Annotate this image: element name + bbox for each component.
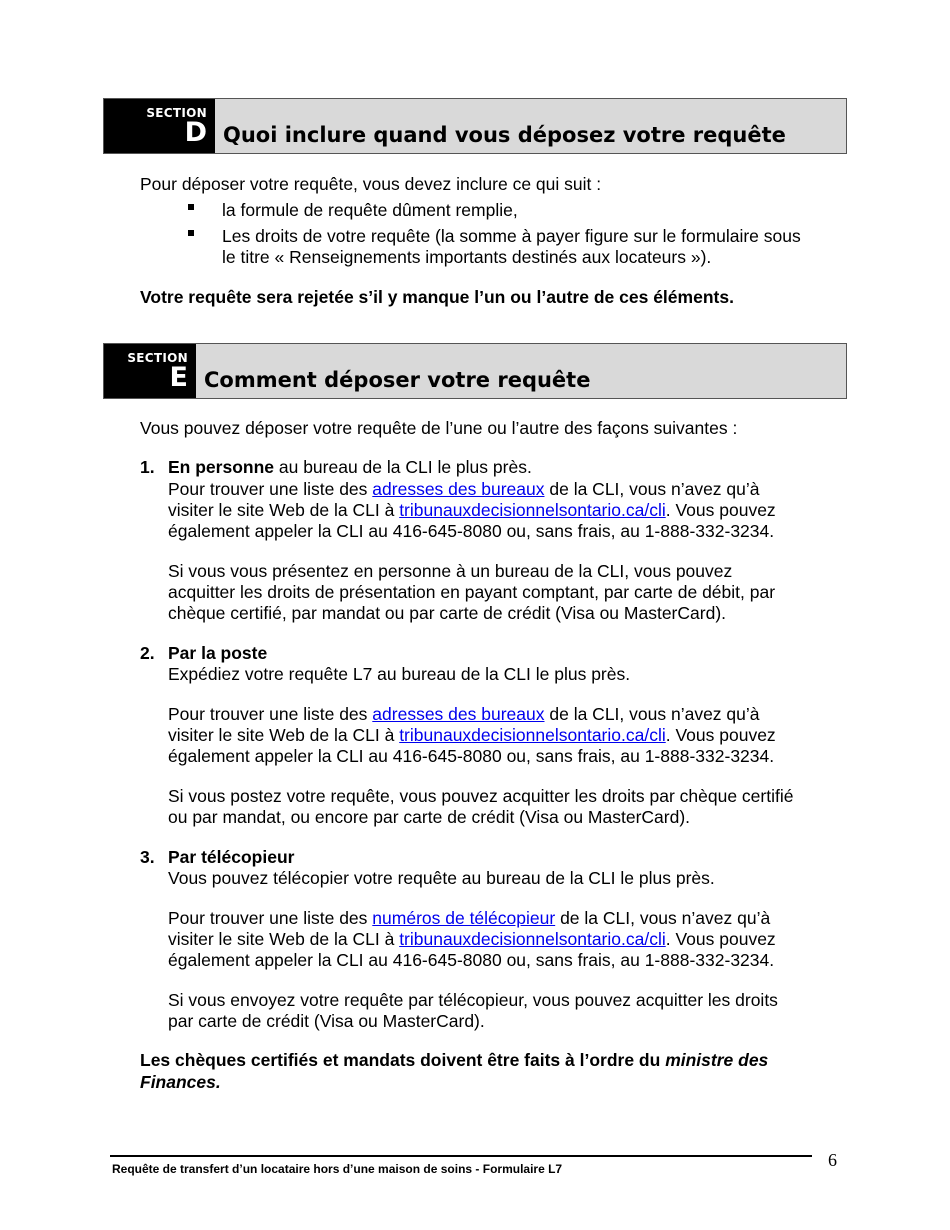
item-3-phone-line: également appeler la CLI au 416-645-8080 ou, sans frais, au 1-888-332-3234.	[168, 950, 775, 970]
footer-rule	[110, 1155, 812, 1157]
item-1-visit-line	[168, 500, 776, 521]
section-e-title: Comment déposer votre requête	[204, 368, 591, 392]
page-number: 6	[828, 1150, 837, 1170]
item-3-visit-line	[168, 929, 776, 950]
item-2-desc: Expédiez votre requête L7 au bureau de la CLI le plus près.	[168, 664, 631, 684]
item-2-number: 2.	[140, 643, 155, 663]
bullet-2-line-2: le titre « Renseignements importants destinés aux locateurs »).	[222, 247, 712, 267]
closing-italic-2: Finances.	[140, 1072, 221, 1092]
item-1-payment-line-2: acquitter les droits de présentation en payant comptant, par carte de débit, par	[168, 582, 776, 602]
item-2-visit-prefix: visiter le site Web de la CLI à	[168, 725, 395, 745]
item-2-find-line	[168, 704, 760, 725]
item-2-offices-link[interactable]: adresses des bureaux	[372, 704, 545, 724]
bullet-marker-1	[188, 204, 194, 210]
item-1-heading-rest: au bureau de la CLI le plus près.	[274, 457, 532, 477]
section-d-word: SECTION	[146, 106, 207, 120]
section-e-letter: E	[169, 362, 188, 393]
item-3-find-prefix: Pour trouver une liste des	[168, 908, 368, 928]
item-2-website-link[interactable]: tribunauxdecisionnelsontario.ca/cli	[399, 725, 666, 745]
section-d-header	[103, 98, 847, 154]
item-3-number: 3.	[140, 847, 155, 867]
bullet-marker-2	[188, 230, 194, 236]
item-3-visit-suffix: . Vous pouvez	[665, 929, 776, 949]
section-e-word: SECTION	[127, 351, 188, 365]
item-1-visit-prefix: visiter le site Web de la CLI à	[168, 500, 395, 520]
item-1-number: 1.	[140, 457, 155, 477]
footer-form-title: Requête de transfert d’un locataire hors d’une maison de soins - Formulaire L7	[112, 1162, 563, 1176]
section-e-intro: Vous pouvez déposer votre requête de l’une ou l’autre des façons suivantes :	[140, 418, 738, 438]
item-1-find-prefix: Pour trouver une liste des	[168, 479, 368, 499]
item-3-visit-prefix: visiter le site Web de la CLI à	[168, 929, 395, 949]
bullet-2-line-1: Les droits de votre requête (la somme à payer figure sur le formulaire sous	[222, 226, 801, 246]
item-1-payment-line-1: Si vous vous présentez en personne à un bureau de la CLI, vous pouvez	[168, 561, 733, 581]
item-1-find-suffix: de la CLI, vous n’avez qu’à	[549, 479, 760, 499]
closing-line-1	[140, 1050, 768, 1071]
section-d-tab	[104, 99, 215, 153]
item-2-visit-suffix: . Vous pouvez	[665, 725, 776, 745]
item-1-heading: En personne	[168, 457, 274, 477]
item-2-phone-line: également appeler la CLI au 416-645-8080 ou, sans frais, au 1-888-332-3234.	[168, 746, 775, 766]
item-1-website-link[interactable]: tribunauxdecisionnelsontario.ca/cli	[399, 500, 666, 520]
item-2-payment-line-2: ou par mandat, ou encore par carte de crédit (Visa ou MasterCard).	[168, 807, 691, 827]
item-2-payment-line-1: Si vous postez votre requête, vous pouvez acquitter les droits par chèque certifié	[168, 786, 794, 806]
closing-italic-1: ministre des	[665, 1050, 769, 1070]
section-d-intro: Pour déposer votre requête, vous devez inclure ce qui suit :	[140, 174, 602, 194]
item-3-payment-line-2: par carte de crédit (Visa ou MasterCard).	[168, 1011, 485, 1031]
closing-line-2	[140, 1072, 221, 1093]
item-1-payment-line-3: chèque certifié, par mandat ou par carte de crédit (Visa ou MasterCard).	[168, 603, 727, 623]
item-1-visit-suffix: . Vous pouvez	[665, 500, 776, 520]
item-1-heading-line	[168, 457, 532, 478]
section-d-letter: D	[184, 117, 207, 148]
item-1-find-line	[168, 479, 760, 500]
bullet-1-text: la formule de requête dûment remplie,	[222, 200, 518, 220]
item-3-payment-line-1: Si vous envoyez votre requête par télécopieur, vous pouvez acquitter les droits	[168, 990, 778, 1010]
item-3-fax-numbers-link[interactable]: numéros de télécopieur	[372, 908, 556, 928]
item-3-website-link[interactable]: tribunauxdecisionnelsontario.ca/cli	[399, 929, 666, 949]
item-1-offices-link[interactable]: adresses des bureaux	[372, 479, 545, 499]
item-3-find-line	[168, 908, 770, 929]
item-3-desc: Vous pouvez télécopier votre requête au bureau de la CLI le plus près.	[168, 868, 715, 888]
section-e-tab	[104, 344, 196, 398]
item-3-find-suffix: de la CLI, vous n’avez qu’à	[560, 908, 771, 928]
item-2-visit-line	[168, 725, 776, 746]
section-d-warning: Votre requête sera rejetée s’il y manque l’un ou l’autre de ces éléments.	[140, 287, 734, 307]
section-e-header	[103, 343, 847, 399]
item-3-heading: Par télécopieur	[168, 847, 295, 867]
item-2-heading: Par la poste	[168, 643, 268, 663]
item-1-phone-line: également appeler la CLI au 416-645-8080 ou, sans frais, au 1-888-332-3234.	[168, 521, 775, 541]
closing-text: Les chèques certifiés et mandats doivent être faits à l’ordre du	[140, 1050, 661, 1070]
item-2-find-suffix: de la CLI, vous n’avez qu’à	[549, 704, 760, 724]
item-2-find-prefix: Pour trouver une liste des	[168, 704, 368, 724]
section-d-title: Quoi inclure quand vous déposez votre requête	[223, 123, 786, 147]
